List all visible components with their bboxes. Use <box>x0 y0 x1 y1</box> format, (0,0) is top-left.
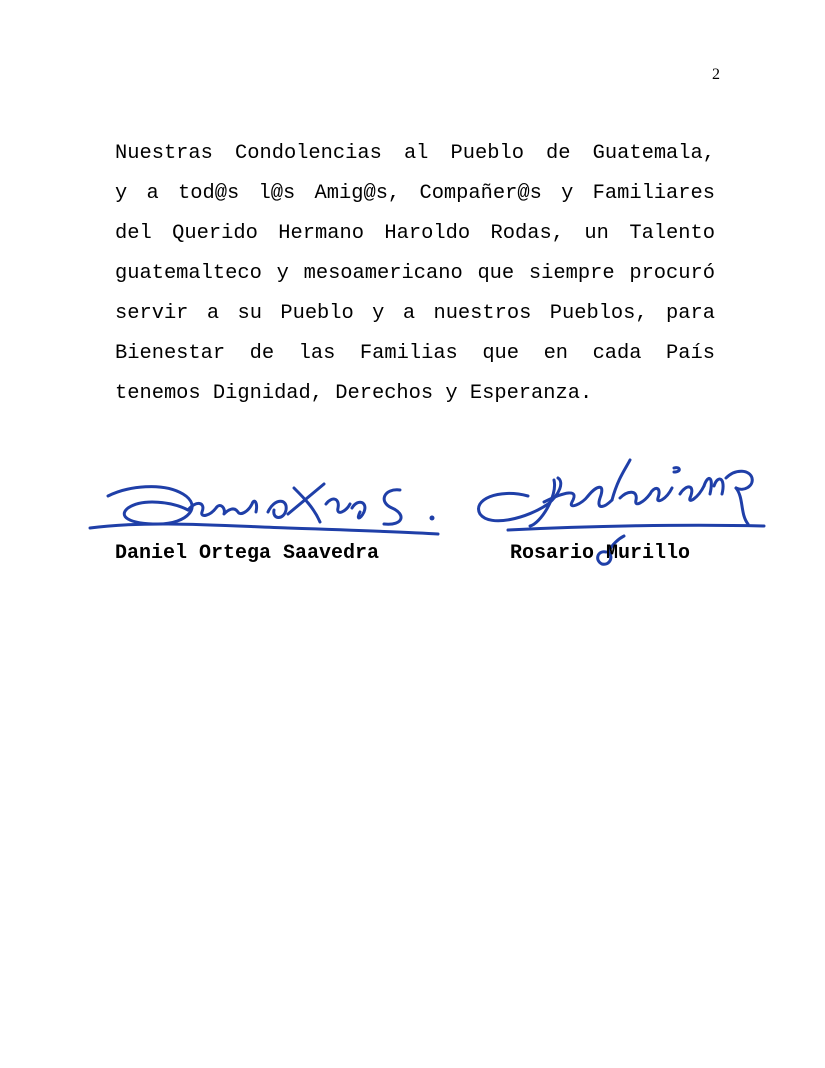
message-line: Bienestar de las Familias que en cada País <box>115 342 715 365</box>
page-number: 2 <box>712 66 720 83</box>
signer-name: Daniel Ortega Saavedra <box>115 542 380 565</box>
signature-block-daniel-ortega <box>88 468 448 578</box>
signature-block-rosario-murillo <box>468 438 768 578</box>
signer-name: Rosario Murillo <box>510 542 691 565</box>
message-line: tenemos Dignidad, Derechos y Esperanza. <box>115 382 593 405</box>
message-line: del Querido Hermano Haroldo Rodas, un Talento <box>115 222 715 245</box>
message-line: guatemalteco y mesoamericano que siempre procuró <box>115 262 715 285</box>
message-line: y a tod@s l@s Amig@s, Compañer@s y Familiares <box>115 182 715 205</box>
message-line: servir a su Pueblo y a nuestros Pueblos, para <box>115 302 715 325</box>
message-line: Nuestras Condolencias al Pueblo de Guatemala, <box>115 142 715 165</box>
condolence-message <box>115 134 715 414</box>
handwritten-signature-daniel-ortega <box>88 468 448 548</box>
